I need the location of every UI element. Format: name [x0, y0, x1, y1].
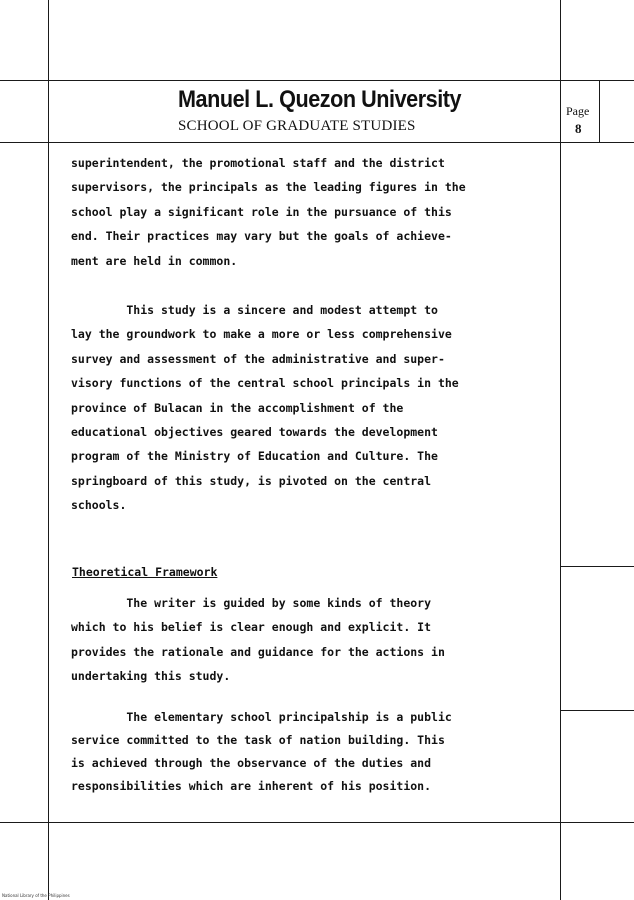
page-label: Page	[566, 104, 590, 118]
footer-note: National Library of the Philippines	[2, 893, 70, 898]
header-top-rule	[0, 80, 634, 81]
paragraph-1: superintendent, the promotional staff and the district supervisors, the principals as the leading figures in the school play a significant role in the pursuance of this end. Their practices may vary but the goals of achieve- ment are held in common.	[71, 156, 466, 268]
right-margin-lower-rule	[560, 710, 634, 711]
left-margin-rule	[48, 0, 49, 900]
right-margin-mid-rule	[560, 566, 634, 567]
page-box-right-rule	[599, 80, 600, 142]
school-name: SCHOOL OF GRADUATE STUDIES	[178, 118, 416, 134]
university-name: Manuel L. Quezon University	[178, 86, 462, 113]
paragraph-2: This study is a sincere and modest attempt to lay the groundwork to make a more or less comprehensive survey and assessment of the administrative and super- visory functions of the central school principals in the province of Bulacan in the accomplishment of the educational objectives geared towards the development program of the Ministry of Education and Culture. The springboard of this study, is pivoted on the central schools.	[71, 303, 459, 513]
paragraph-4: The elementary school principalship is a public service committed to the task of nation building. This is achieved through the observance of the duties and responsibilities which are inherent of his position.	[71, 710, 452, 793]
paragraph-3: The writer is guided by some kinds of theory which to his belief is clear enough and explicit. It provides the rationale and guidance for the actions in undertaking this study.	[71, 596, 445, 684]
header-bottom-rule	[0, 142, 634, 143]
page-number: 8	[575, 121, 582, 136]
section-heading: Theoretical Framework	[72, 565, 218, 579]
footer-rule	[0, 822, 634, 823]
